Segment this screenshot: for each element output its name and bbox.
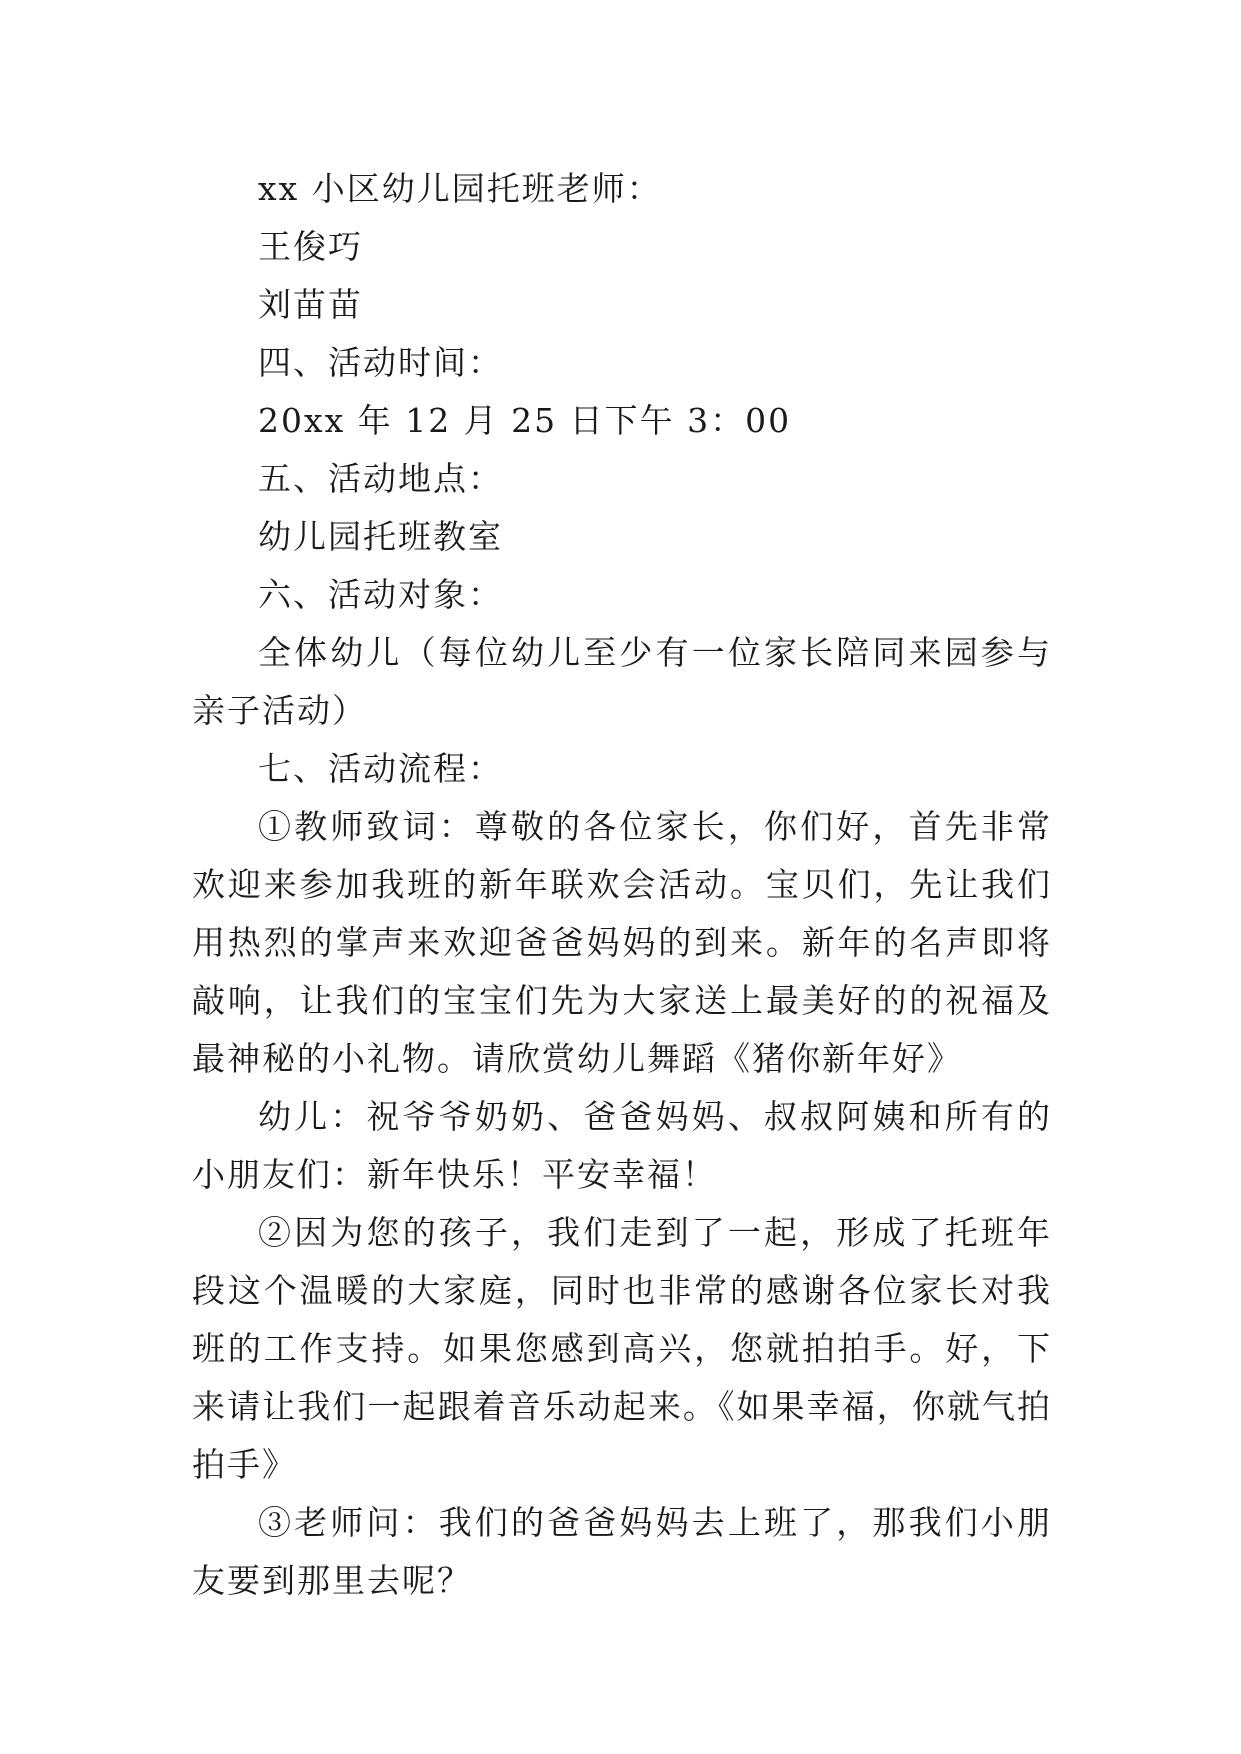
process-step-2: ②因为您的孩子，我们走到了一起，形成了托班年段这个温暖的大家庭，同时也非常的感谢各位家长对我班的工作支持。如果您感到高兴，您就拍拍手。好，下来请让我们一起跟着音乐动起来。《如果幸福，你就气拍拍手》 xyxy=(192,1213,1052,1484)
document-body xyxy=(192,160,1052,1610)
section-heading-participants: 六、活动对象： xyxy=(258,575,503,614)
teachers-heading: xx 小区幼儿园托班老师： xyxy=(258,169,662,208)
process-step-3: ③老师问：我们的爸爸妈妈去上班了，那我们小朋友要到那里去呢？ xyxy=(192,1503,1052,1600)
section-heading-location: 五、活动地点： xyxy=(258,459,503,498)
activity-location: 幼儿园托班教室 xyxy=(258,517,503,556)
activity-participants: 全体幼儿（每位幼儿至少有一位家长陪同来园参与亲子活动） xyxy=(192,633,1052,730)
children-greeting: 幼儿：祝爷爷奶奶、爸爸妈妈、叔叔阿姨和所有的小朋友们：新年快乐！平安幸福！ xyxy=(192,1097,1052,1194)
section-heading-process: 七、活动流程： xyxy=(258,749,503,788)
teacher-name: 王俊巧 xyxy=(258,227,363,266)
teacher-name: 刘苗苗 xyxy=(258,285,363,324)
process-step-1: ①教师致词：尊敬的各位家长，你们好，首先非常欢迎来参加我班的新年联欢会活动。宝贝们，先让我们用热烈的掌声来欢迎爸爸妈妈的到来。新年的名声即将敲响，让我们的宝宝们先为大家送上最美好的的祝福及最神秘的小礼物。请欣赏幼儿舞蹈《猪你新年好》 xyxy=(192,807,1052,1078)
activity-time: 20xx 年 12 月 25 日下午 3：00 xyxy=(258,401,792,440)
section-heading-time: 四、活动时间： xyxy=(258,343,503,382)
